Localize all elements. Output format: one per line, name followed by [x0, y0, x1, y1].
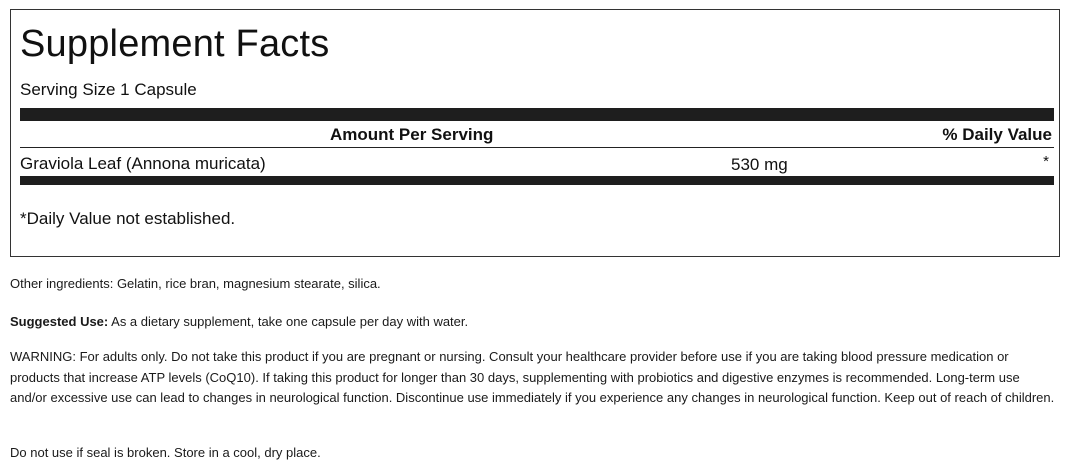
header-amount-per-serving: Amount Per Serving — [330, 125, 494, 144]
thin-divider — [20, 147, 1054, 148]
ingredient-daily-value: * — [1043, 153, 1049, 170]
thick-divider-top — [20, 108, 1054, 121]
header-daily-value: % Daily Value — [942, 125, 1052, 144]
thick-divider-bottom — [20, 176, 1054, 185]
ingredient-name: Graviola Leaf (Annona muricata) — [20, 154, 266, 173]
supplement-facts-panel — [10, 9, 1060, 257]
suggested-use-label: Suggested Use: — [10, 314, 109, 329]
storage-instructions: Do not use if seal is broken. Store in a cool, dry place. — [10, 445, 321, 460]
suggested-use — [10, 312, 1058, 333]
warning-text: For adults only. Do not take this product if you are pregnant or nursing. Consult your healthcare provider before use if you are taking blood pressure medication or products that increase ATP levels (CoQ10). If taking this product for longer than 30 days, supplementing with probiotics and digestive enzymes is recommended. Long-term use and/or excessive use can lead to changes in neurological function. Discontinue use immediately if you experience any changes in neurological function. Keep out of reach of children. — [10, 349, 1055, 405]
ingredient-amount: 530 mg — [731, 155, 788, 174]
warning — [10, 347, 1058, 409]
serving-size: Serving Size 1 Capsule — [20, 80, 197, 99]
other-ingredients: Other ingredients: Gelatin, rice bran, magnesium stearate, silica. — [10, 276, 381, 291]
daily-value-footnote: *Daily Value not established. — [20, 209, 236, 228]
warning-label: WARNING: — [10, 349, 76, 364]
facts-title: Supplement Facts — [20, 23, 330, 65]
suggested-use-text: As a dietary supplement, take one capsule per day with water. — [108, 314, 469, 329]
